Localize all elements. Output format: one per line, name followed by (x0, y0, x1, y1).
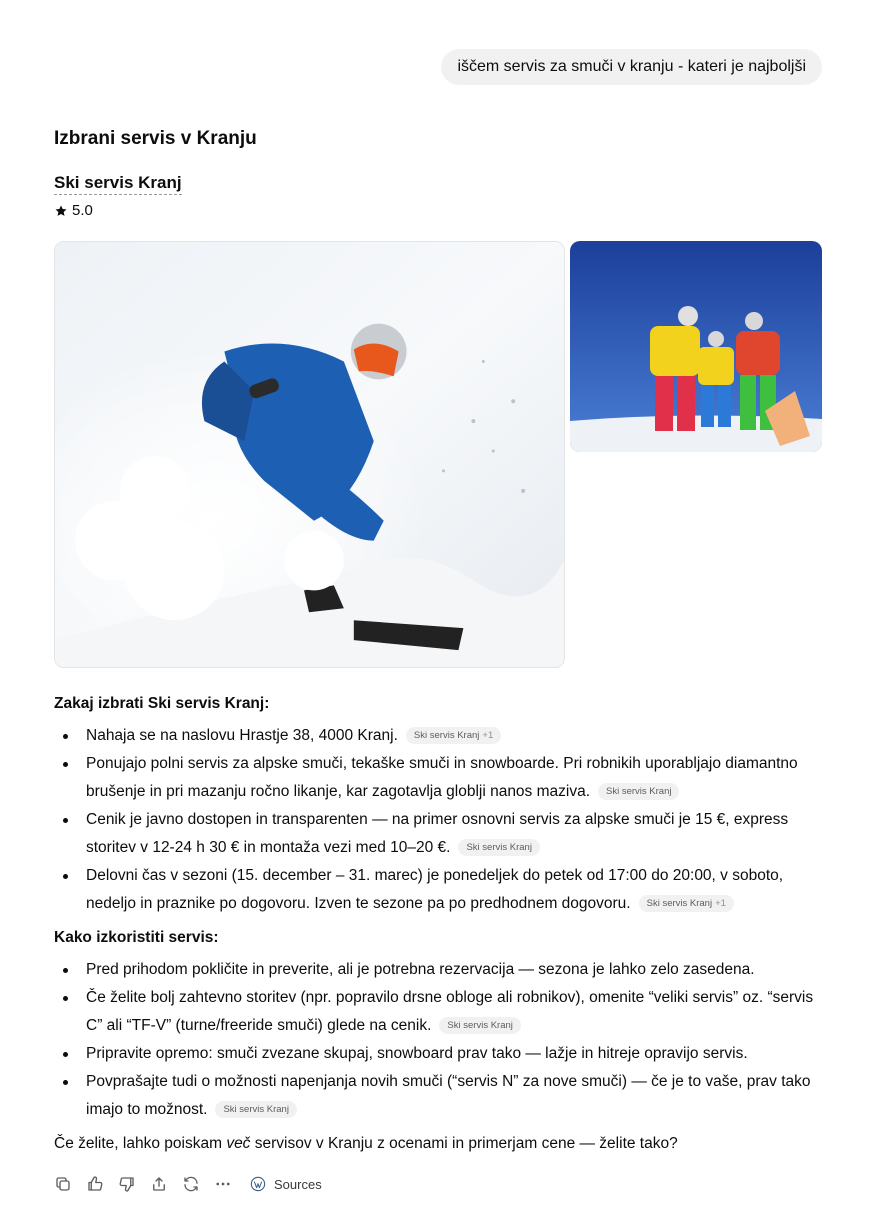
list-item-text: Ponujajo polni servis za alpske smuči, tekaške smuči in snowboarde. Pri robnikih uporabljajo diamantno brušenje in pri mazanju ročno likanje, kar zagotavlja globlji nanos maziva. (86, 755, 798, 800)
source-chip[interactable] (406, 727, 501, 744)
photo-gallery (54, 241, 822, 668)
source-chip-label: Ski servis Kranj (646, 898, 713, 909)
source-chip-label: Ski servis Kranj (606, 786, 672, 797)
list-item-text: Pred prihodom pokličite in preverite, ali je potrebna rezervacija — sezona je lahko zelo zasedena. (86, 961, 755, 978)
sources-label: Sources (274, 1176, 322, 1192)
list-item-text: Cenik je javno dostopen in transparenten — na primer osnovni servis za alpske smuči je 15 €, express storitev v 12-24 h 30 € in montaža vezi med 10–20 €. (86, 811, 789, 856)
why-list (54, 722, 826, 918)
list-item-text: Če želite bolj zahtevno storitev (npr. popravilo drsne obloge ali robnikov), omenite “veliki servis” oz. “servis C” ali “TF-V” (turne/freeride smuči) glede na cenik. (86, 989, 814, 1034)
photo-skier-powder[interactable] (54, 241, 565, 668)
source-chip[interactable] (598, 783, 679, 800)
how-heading: Kako izkoristiti servis: (54, 929, 219, 946)
assistant-answer-header (54, 126, 824, 221)
list-item (54, 806, 826, 862)
thumbs-down-icon (118, 1175, 136, 1193)
list-item (54, 862, 826, 918)
why-heading: Zakaj izbrati Ski servis Kranj: (54, 695, 270, 712)
source-chip[interactable] (458, 839, 539, 856)
source-chip-count: +1 (715, 898, 726, 909)
list-item-text: Pripravite opremo: smuči zvezane skupaj, snowboard prav tako — lažje in hitreje opravijo servis. (86, 1045, 748, 1062)
rating-value: 5.0 (72, 202, 93, 219)
source-chip[interactable] (439, 1017, 520, 1034)
user-message-bubble: iščem servis za smuči v kranju - kateri je najboljši (441, 49, 822, 85)
closing-question (54, 1130, 826, 1158)
answer-body (54, 690, 826, 1158)
message-actions (54, 1172, 322, 1196)
copy-button[interactable] (54, 1175, 72, 1193)
list-item-text: Nahaja se na naslovu Hrastje 38, 4000 Kranj. (86, 727, 398, 744)
source-chip[interactable] (215, 1101, 296, 1118)
star-icon (54, 204, 68, 218)
source-chip-count: +1 (482, 730, 494, 741)
share-icon (150, 1175, 168, 1193)
list-item-text: Povprašajte tudi o možnosti napenjanja novih smuči (“servis N” za nove smuči) — če je to vaše, prav tako imajo to možnost. (86, 1073, 811, 1118)
place-name-link[interactable]: Ski servis Kranj (54, 172, 182, 195)
share-button[interactable] (150, 1175, 168, 1193)
source-chip-label: Ski servis Kranj (466, 842, 532, 853)
copy-icon (54, 1175, 72, 1193)
list-item (54, 1068, 826, 1124)
wordpress-icon (250, 1176, 266, 1192)
regenerate-icon (182, 1175, 200, 1193)
regenerate-button[interactable] (182, 1175, 200, 1193)
closing-text-emphasis: več (226, 1135, 251, 1152)
source-chip-label: Ski servis Kranj (223, 1104, 289, 1115)
photo-family-skiers[interactable] (570, 241, 822, 452)
list-item (54, 722, 826, 750)
how-list (54, 956, 826, 1124)
more-button[interactable] (214, 1175, 232, 1193)
closing-text-start: Če želite, lahko poiskam (54, 1135, 227, 1152)
more-icon (214, 1175, 232, 1193)
list-item (54, 750, 826, 806)
sources-button[interactable] (250, 1176, 322, 1192)
source-chip-label: Ski servis Kranj (447, 1020, 513, 1031)
thumbs-up-icon (86, 1175, 104, 1193)
list-item (54, 1040, 826, 1068)
list-item-text: Delovni čas v sezoni (15. december – 31. marec) je ponedeljek do petek od 17:00 do 20:00, v soboto, nedeljo in praznike po dogovoru. Izven te sezone pa po predhodnem dogovoru. (86, 867, 784, 912)
list-item (54, 956, 826, 984)
place-rating (54, 201, 824, 221)
source-chip-label: Ski servis Kranj (413, 730, 480, 741)
list-item (54, 984, 826, 1040)
thumbs-down-button[interactable] (118, 1175, 136, 1193)
answer-heading: Izbrani servis v Kranju (54, 128, 257, 149)
thumbs-up-button[interactable] (86, 1175, 104, 1193)
source-chip[interactable] (639, 895, 734, 912)
closing-text-end: servisov v Kranju z ocenami in primerjam cene — želite tako? (250, 1135, 678, 1152)
